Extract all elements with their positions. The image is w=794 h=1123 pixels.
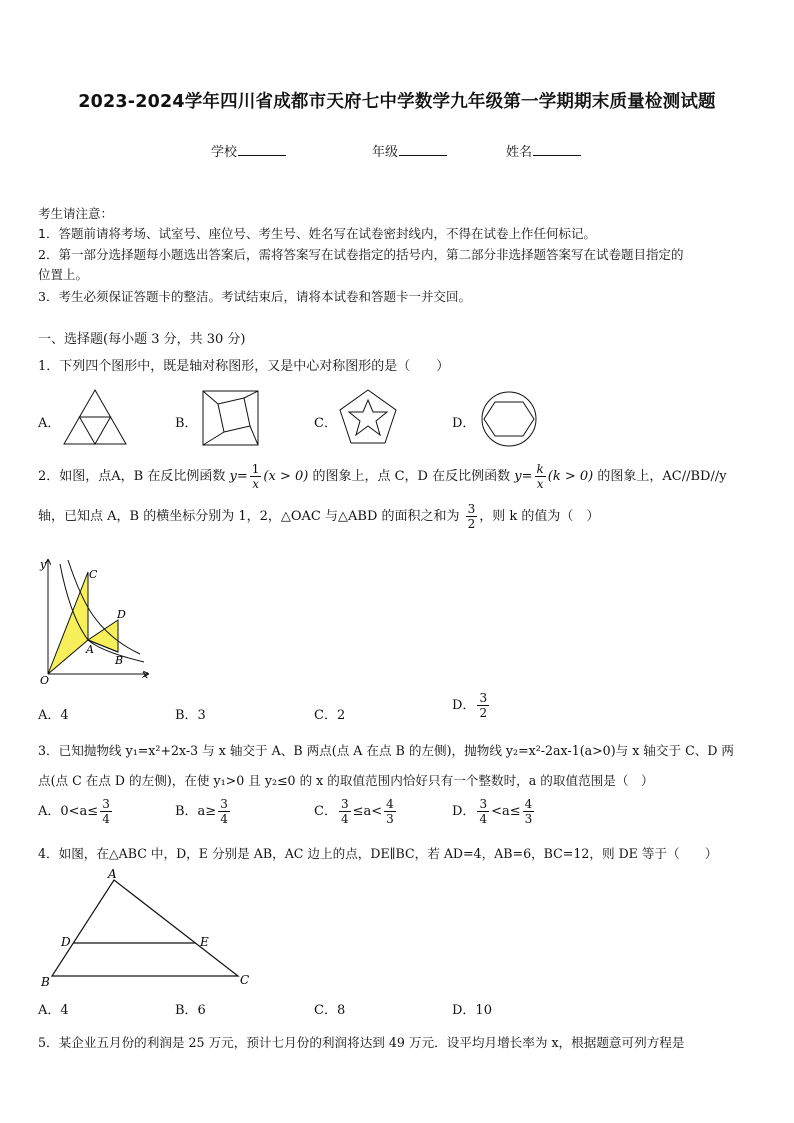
q2-option-d xyxy=(452,692,491,719)
q2-sum-den: 2 xyxy=(467,517,476,531)
q2-sum-num: 3 xyxy=(467,502,476,516)
q2-frac-1-den: x xyxy=(252,477,259,491)
q1-option-b: B． xyxy=(175,416,198,431)
q2-text-2: 的图象上，点 C，D 在反比例函数 xyxy=(312,469,511,484)
q3-option-c-den-1: 4 xyxy=(340,812,349,826)
q2-f1-eq: = xyxy=(236,469,248,484)
q1-stem: 1．下列四个图形中，既是轴对称图形，又是中心对称图形的是（ ） xyxy=(38,359,450,374)
notice-item-1: 1．答题前请将考场、试室号、座位号、考生号、姓名写在试卷密封线内，不得在试卷上作任何标记。 xyxy=(38,226,596,241)
page-title: 2023-2024学年四川省成都市天府七中学数学九年级第一学期期末质量检测试题 xyxy=(78,92,716,112)
q3-option-d-frac-2 xyxy=(523,798,535,825)
q2-option-d-num: 3 xyxy=(479,691,488,705)
q2-sum-frac xyxy=(466,503,478,530)
q4-label-d: D xyxy=(61,935,71,949)
square-with-inner-square-figure xyxy=(202,390,260,446)
notice-item-3: 3．考生必须保证答题卡的整洁。考试结束后，请将本试卷和答题卡一并交回。 xyxy=(38,289,471,304)
pentagram-in-pentagon-figure xyxy=(338,388,398,446)
q3-option-c-label: C． xyxy=(314,804,337,819)
q4-option-d: D．10 xyxy=(452,1003,492,1018)
q3-option-c-num-2: 4 xyxy=(386,797,394,811)
q4-option-c: C．8 xyxy=(314,1003,346,1018)
q2-f1-cond: (x > 0) xyxy=(263,469,309,484)
q3-option-c-den-2: 3 xyxy=(386,812,394,826)
q3-option-d-label: D． xyxy=(452,804,476,819)
q3-option-d-num-1: 3 xyxy=(479,797,488,811)
school-blank xyxy=(238,143,286,156)
q3-line-2: 点(点 C 在点 D 的左侧)，在使 y₁>0 且 y₂≤0 的 x 的取值范围内恰好只有一个整数时，a 的取值范围是（ ） xyxy=(38,773,654,788)
q2-label-a: A xyxy=(86,643,94,656)
q2-option-d-den: 2 xyxy=(479,706,488,720)
q2-label-c: C xyxy=(89,568,98,581)
q1-option-c: C． xyxy=(314,416,337,431)
q4-option-a: A．4 xyxy=(38,1003,69,1018)
q2-label-b: B xyxy=(115,654,124,667)
q2-f2-cond: (k > 0) xyxy=(547,469,594,484)
q3-option-b-frac xyxy=(218,798,230,825)
hexagon-in-circle-figure xyxy=(480,390,540,448)
q3-option-a xyxy=(38,798,114,825)
q3-option-c xyxy=(314,798,398,825)
q4-label-b: B xyxy=(41,975,50,989)
q2-label-d: D xyxy=(117,608,126,621)
q4-label-c: C xyxy=(240,973,250,987)
q5-stem: 5．某企业五月份的利润是 25 万元，预计七月份的利润将达到 49 万元．设平均月增长率为 x，根据题意可列方程是 xyxy=(38,1035,685,1050)
q2-text-3: 的图象上，AC//BD//y xyxy=(597,469,727,484)
notice-item-2-cont: 位置上。 xyxy=(38,267,89,282)
q3-option-a-frac xyxy=(100,798,112,825)
q2-label-o: O xyxy=(40,674,50,687)
q3-option-b-label: B．a≥ xyxy=(175,804,217,819)
q2-f2-y: y xyxy=(514,469,522,484)
q3-option-d-den-1: 4 xyxy=(479,812,488,826)
q1-option-d: D． xyxy=(452,416,476,431)
q2-figure xyxy=(40,556,155,687)
q2-f2-eq: = xyxy=(521,469,533,484)
q3-line-1: 3．已知抛物线 y₁=x²+2x-3 与 x 轴交于 A、B 两点(点 A 在点 B 的左侧)，抛物线 y₂=x²-2ax-1(a>0)与 x 轴交于 C、D 两 xyxy=(38,743,735,758)
school-field xyxy=(211,141,286,160)
q2-option-d-frac xyxy=(477,692,489,719)
q2-line-1 xyxy=(38,463,727,490)
q2-label-x: x xyxy=(142,668,149,681)
q4-label-e: E xyxy=(200,935,209,949)
name-blank xyxy=(533,143,581,156)
q3-option-c-mid: ≤a< xyxy=(352,804,383,819)
q3-option-a-label: A．0<a≤ xyxy=(38,804,99,819)
q2-frac-2-den: x xyxy=(536,477,544,491)
triangle-subdivided-figure xyxy=(62,388,128,446)
q3-option-c-num-1: 3 xyxy=(340,797,349,811)
q4-label-a: A xyxy=(108,867,117,881)
q2-option-d-label: D． xyxy=(452,698,476,713)
q2-frac-2-num: k xyxy=(536,462,544,476)
q3-option-a-den: 4 xyxy=(102,812,110,826)
q3-option-b-num: 3 xyxy=(220,797,228,811)
q2-line-2 xyxy=(38,503,599,530)
q3-option-d-num-2: 4 xyxy=(524,797,533,811)
grade-field xyxy=(372,141,447,160)
q2-text-1: 2．如图，点A，B 在反比例函数 xyxy=(38,469,226,484)
q3-option-d-den-2: 3 xyxy=(524,812,533,826)
notice-item-2: 2．第一部分选择题每小题选出答案后，需将答案写在试卷指定的括号内，第二部分非选择题答案写在试卷题目指定的 xyxy=(38,247,684,262)
grade-label: 年级 xyxy=(372,145,399,160)
q2-frac-1-num: 1 xyxy=(251,462,260,476)
section-heading: 一、选择题(每小题 3 分，共 30 分) xyxy=(38,332,246,347)
q2-text-5: ，则 k 的值为（ ） xyxy=(479,509,600,524)
q3-option-d xyxy=(452,798,536,825)
q4-stem: 4．如图，在△ABC 中，D，E 分别是 AB，AC 边上的点，DE∥BC，若 AD=4，AB=6，BC=12，则 DE 等于（ ） xyxy=(38,846,718,861)
q3-option-c-frac-1 xyxy=(339,798,351,825)
q3-option-d-mid: <a≤ xyxy=(491,804,521,819)
q3-option-a-num: 3 xyxy=(102,797,110,811)
q2-frac-1 xyxy=(250,463,262,490)
q2-text-4: 轴，已知点 A，B 的横坐标分别为 1，2，△OAC 与△ABD 的面积之和为 xyxy=(38,509,460,524)
q2-label-y: y xyxy=(40,558,47,571)
q2-f1-y: y xyxy=(229,469,237,484)
q3-option-c-frac-2 xyxy=(384,798,396,825)
q3-option-d-frac-1 xyxy=(477,798,489,825)
name-label: 姓名 xyxy=(506,145,533,160)
q2-option-c: C．2 xyxy=(314,708,346,723)
q3-option-b xyxy=(175,798,232,825)
notice-heading: 考生请注意： xyxy=(38,206,114,221)
name-field xyxy=(506,141,581,160)
school-label: 学校 xyxy=(211,145,238,160)
q3-option-b-den: 4 xyxy=(220,812,228,826)
grade-blank xyxy=(399,143,447,156)
q2-option-a: A．4 xyxy=(38,708,69,723)
q4-option-b: B．6 xyxy=(175,1003,206,1018)
q2-option-b: B．3 xyxy=(175,708,206,723)
q1-option-a: A． xyxy=(38,416,61,431)
q2-frac-2 xyxy=(535,463,546,490)
q4-figure xyxy=(38,866,258,990)
